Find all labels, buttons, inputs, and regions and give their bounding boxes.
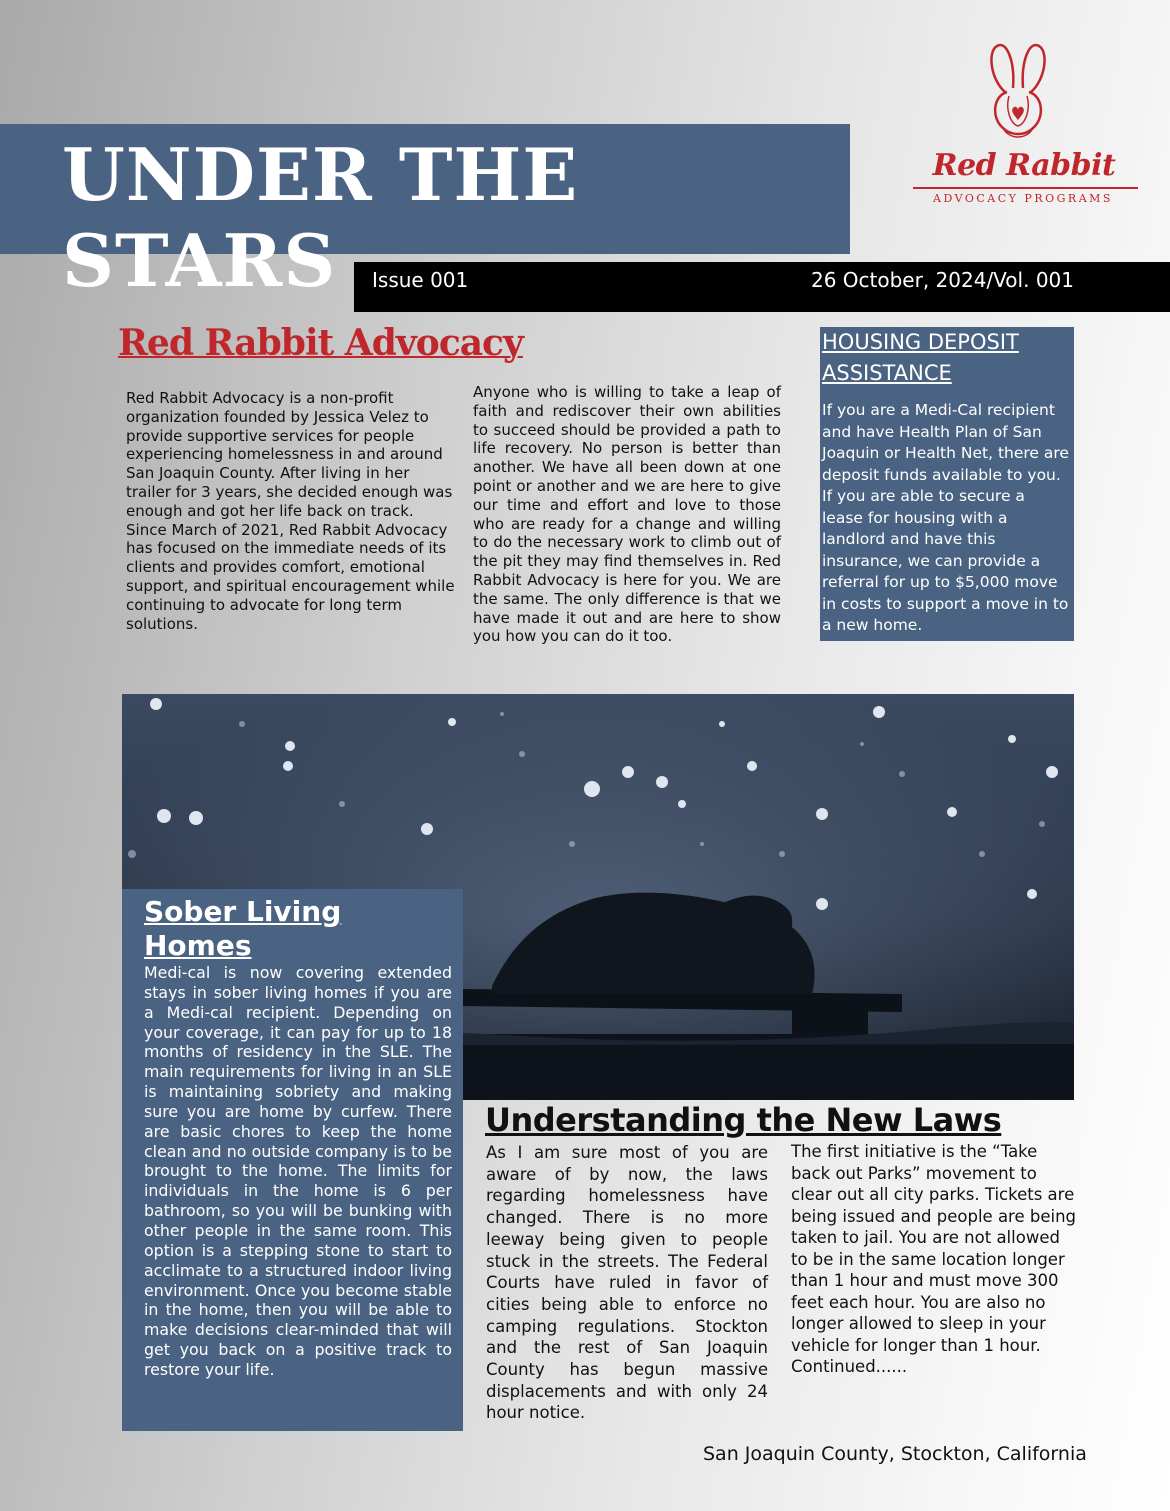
housing-sidebar: [820, 327, 1074, 641]
issue-date: 26 October, 2024/Vol. 001: [810, 268, 1074, 292]
housing-body: If you are a Medi-Cal recipient and have Health Plan of San Joaquin or Health Net, there are deposit funds available to you. If you are able to secure a lease for housing with a landlord and have this insurance, we can provide a referral for up to $5,000 move in costs to support a move in to a new home.: [822, 401, 1069, 634]
rabbit-heart-logo-icon: [973, 40, 1063, 148]
logo-wordmark: Red Rabbit: [932, 148, 1116, 183]
new-laws-heading: Understanding the New Laws: [485, 1101, 1002, 1139]
new-laws-column-1: As I am sure most of you are aware of by now, the laws regarding homelessness have changed. There is no more leeway being given to people stuck in the streets. The Federal Courts have ruled in favor of cities being able to enforce no camping regulations. Stockton and the rest of San Joaquin County has begun massive displacements and with only 24 hour notice.: [486, 1143, 768, 1423]
new-laws-column-2: The first initiative is the “Take back out Parks” movement to clear out all city parks. Tickets are being issued and people are being taken to jail. You are not allowed to be in the same location longer than 1 hour and must move 300 feet each hour. You are also no longer allowed to sleep in your vehicle for longer than 1 hour. Continued......: [791, 1142, 1077, 1376]
intro-column-2: Anyone who is willing to take a leap of faith and rediscover their own abilities to succeed should be provided a path to life recovery. No person is better than another. We have all been down at one point or another and we are here to give our time and effort and love to those who are ready for a change and willing to do the necessary work to climb out of the pit they may find themselves in. Red Rabbit Advocacy is here for you. We are the same. The only difference is that we have made it out and are here to show you how you can do it too.: [473, 383, 781, 646]
intro-column-1: Red Rabbit Advocacy is a non-profit organization founded by Jessica Velez to provide supportive services for people experiencing homelessness in and around San Joaquin County. After living in her trailer for 3 years, she decided enough was enough and got her life back on track. Since March of 2021, Red Rabbit Advocacy has focused on the immediate needs of its clients and provides comfort, emotional support, and spiritual encouragement while continuing to advocate for long term solutions.: [126, 389, 455, 633]
footer-location: San Joaquin County, Stockton, California: [703, 1443, 1087, 1465]
housing-heading: HOUSING DEPOSIT ASSISTANCE: [822, 330, 1019, 385]
logo-divider: [913, 187, 1138, 189]
sober-living-panel: [122, 889, 463, 1431]
newsletter-title: UNDER THE STARS: [62, 132, 579, 303]
intro-heading: Red Rabbit Advocacy: [118, 322, 523, 364]
sober-living-heading: Sober Living Homes: [144, 895, 342, 962]
logo-subtitle: ADVOCACY PROGRAMS: [933, 192, 1113, 205]
issue-number: Issue 001: [372, 268, 469, 292]
sober-living-body: Medi-cal is now covering extended stays in sober living homes if you are a Medi-cal recipient. Depending on your coverage, it can pay for up to 18 months of residency in the SLE. The main requirements for living in an SLE is maintaining sobriety and making sure you are home by curfew. There are basic chores to keep the home clean and no outside company is to be brought to the home. The limits for individuals in the home is 6 per bathroom, so you will be bunking with other people in the same room. This option is a stepping stone to start to acclimate to a structured indoor living environment. Once you become stable in the home, then you will be able to make decisions clear-minded that will get you back on a positive track to restore your life.: [144, 963, 452, 1379]
issue-bar: [354, 262, 1170, 312]
red-rabbit-logo: [905, 40, 1140, 215]
